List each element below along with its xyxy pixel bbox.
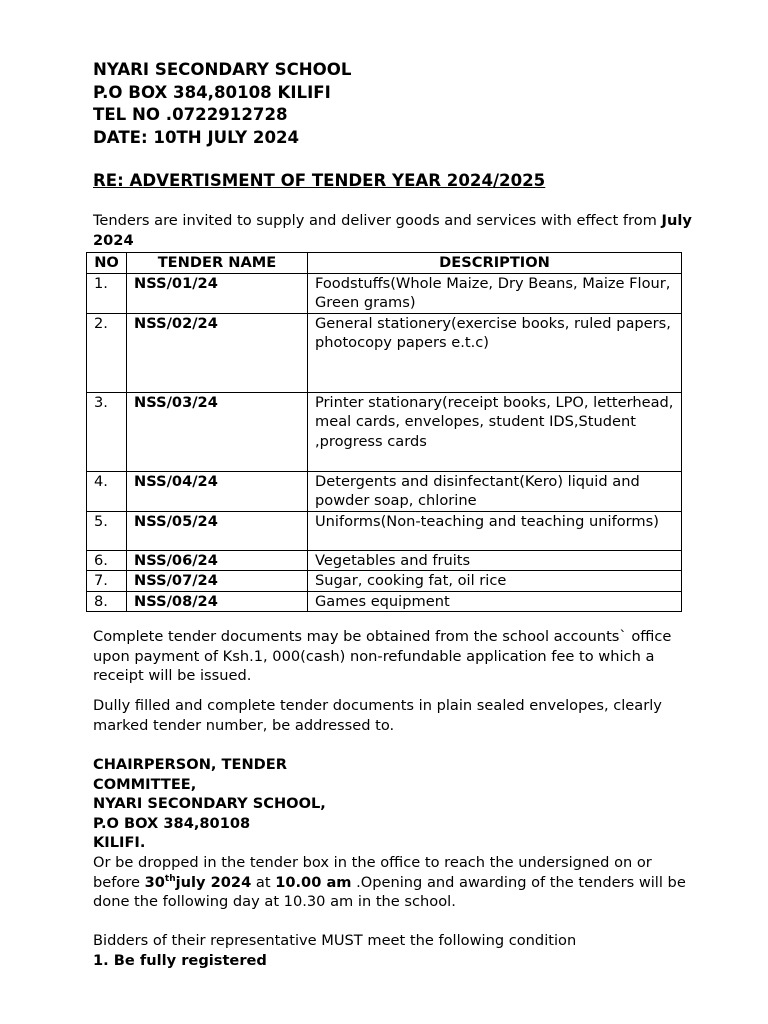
header-tender-name: TENDER NAME: [127, 253, 308, 274]
table-row: [87, 550, 682, 571]
row-tender-name: NSS/06/24: [127, 550, 308, 571]
table-row: [87, 591, 682, 612]
tender-table: [86, 252, 682, 612]
row-no: 4.: [87, 471, 127, 511]
submission-paragraph: Dully filled and complete tender documents in plain sealed envelopes, clearly marked tender number, be addressed to.: [93, 697, 662, 734]
po-box: P.O BOX 384,80108 KILIFI: [93, 82, 331, 102]
row-description: Foodstuffs(Whole Maize, Dry Beans, Maize Flour, Green grams): [308, 273, 682, 313]
row-tender-name: NSS/01/24: [127, 273, 308, 313]
row-tender-name: NSS/02/24: [127, 313, 308, 392]
deadline-day: 30: [144, 873, 165, 891]
deadline-text-after: .Opening and awarding of the tenders will be done the following day at 10.30 am in the school.: [93, 873, 686, 910]
telephone: TEL NO .0722912728: [93, 105, 288, 124]
row-description: Games equipment: [308, 591, 682, 612]
row-tender-name: NSS/07/24: [127, 571, 308, 592]
table-row: [87, 392, 682, 471]
table-row: [87, 273, 682, 313]
table-row: [87, 511, 682, 550]
row-description: Vegetables and fruits: [308, 550, 682, 571]
school-name: NYARI SECONDARY SCHOOL: [93, 60, 352, 79]
row-description: Uniforms(Non-teaching and teaching uniforms): [308, 511, 682, 550]
deadline-at: at: [251, 873, 276, 891]
letter-date: DATE: 10TH JULY 2024: [93, 127, 300, 147]
row-no: 3.: [87, 392, 127, 471]
row-no: 1.: [87, 273, 127, 313]
address-block: [93, 755, 326, 853]
address-line: KILIFI.: [93, 834, 146, 851]
row-no: 6.: [87, 550, 127, 571]
row-no: 8.: [87, 591, 127, 612]
conditions-intro: Bidders of their representative MUST meet the following condition: [93, 932, 577, 949]
deadline-text-before: Or be dropped in the tender box in the office to reach the undersigned on or before: [93, 854, 652, 891]
intro-paragraph: [93, 211, 693, 250]
subject-line: RE: ADVERTISMENT OF TENDER YEAR 2024/2025: [93, 171, 546, 190]
row-description: Sugar, cooking fat, oil rice: [308, 571, 682, 592]
obtain-documents-paragraph: Complete tender documents may be obtained from the school accounts` office upon payment of Ksh.1, 000(cash) non-refundable application fee to which a receipt will be issued.: [93, 628, 672, 684]
row-no: 5.: [87, 511, 127, 550]
header-description: DESCRIPTION: [308, 253, 682, 274]
row-description: Printer stationary(receipt books, LPO, letterhead, meal cards, envelopes, student IDS,Student ,progress cards: [308, 392, 682, 471]
address-line: P.O BOX 384,80108: [93, 814, 251, 832]
row-tender-name: NSS/08/24: [127, 591, 308, 612]
row-tender-name: NSS/05/24: [127, 511, 308, 550]
header-no: NO: [87, 253, 127, 274]
deadline-paragraph: [93, 853, 693, 912]
row-tender-name: NSS/03/24: [127, 392, 308, 471]
table-row: [87, 571, 682, 592]
table-row: [87, 471, 682, 511]
condition-item: 1. Be fully registered: [93, 952, 267, 969]
row-description: Detergents and disinfectant(Kero) liquid and powder soap, chlorine: [308, 471, 682, 511]
table-row: [87, 313, 682, 392]
address-line: COMMITTEE,: [93, 775, 197, 793]
letterhead: [93, 59, 351, 149]
deadline-date: july 2024: [175, 873, 252, 891]
row-no: 2.: [87, 313, 127, 392]
deadline-time: 10.00 am: [275, 873, 352, 891]
intro-effective-date: July 2024: [93, 212, 692, 249]
row-tender-name: NSS/04/24: [127, 471, 308, 511]
address-line: NYARI SECONDARY SCHOOL,: [93, 795, 326, 812]
row-description: General stationery(exercise books, ruled papers, photocopy papers e.t.c): [308, 313, 682, 392]
intro-text: Tenders are invited to supply and deliver goods and services with effect from: [93, 212, 662, 229]
deadline-day-suffix: th: [164, 873, 176, 884]
row-no: 7.: [87, 571, 127, 592]
address-line: CHAIRPERSON, TENDER: [93, 756, 288, 773]
table-header-row: [87, 253, 682, 274]
